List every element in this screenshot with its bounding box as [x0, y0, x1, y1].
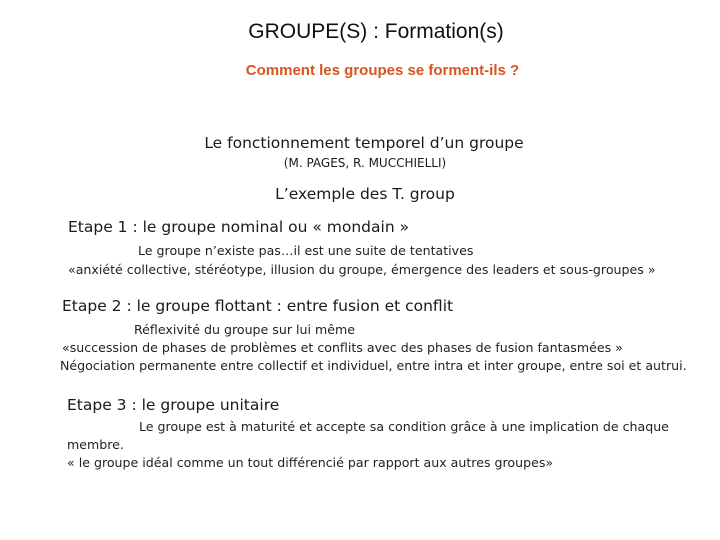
section-heading: Le fonctionnement temporel d’un groupe: [204, 134, 524, 152]
step-1-title: Etape 1 : le groupe nominal ou « mondain »: [68, 218, 410, 236]
step-1-line-2: «anxiété collective, stéréotype, illusion du groupe, émergence des leaders et sous-groupes »: [68, 262, 656, 277]
step-3-line-2: membre.: [67, 437, 124, 452]
example-heading: L’exemple des T. group: [275, 185, 455, 203]
step-3-line-1: Le groupe est à maturité et accepte sa condition grâce à une implication de chaque: [139, 419, 669, 434]
step-2-title: Etape 2 : le groupe flottant : entre fusion et conflit: [62, 297, 454, 315]
page-subtitle: Comment les groupes se forment-ils ?: [245, 62, 520, 79]
step-3-title: Etape 3 : le groupe unitaire: [67, 396, 280, 414]
page-title: GROUPE(S) : Formation(s): [248, 20, 504, 43]
step-3-line-3: « le groupe idéal comme un tout différencié par rapport aux autres groupes»: [67, 455, 554, 470]
step-2-line-3: Négociation permanente entre collectif et individuel, entre intra et inter groupe, entre soi et autrui.: [60, 358, 687, 373]
step-2-line-2: «succession de phases de problèmes et conflits avec des phases de fusion fantasmées »: [62, 340, 623, 355]
step-1-line-1: Le groupe n’existe pas…il est une suite de tentatives: [138, 243, 474, 258]
step-2-line-1: Réflexivité du groupe sur lui même: [134, 322, 356, 337]
authors-reference: (M. PAGES, R. MUCCHIELLI): [283, 156, 447, 170]
